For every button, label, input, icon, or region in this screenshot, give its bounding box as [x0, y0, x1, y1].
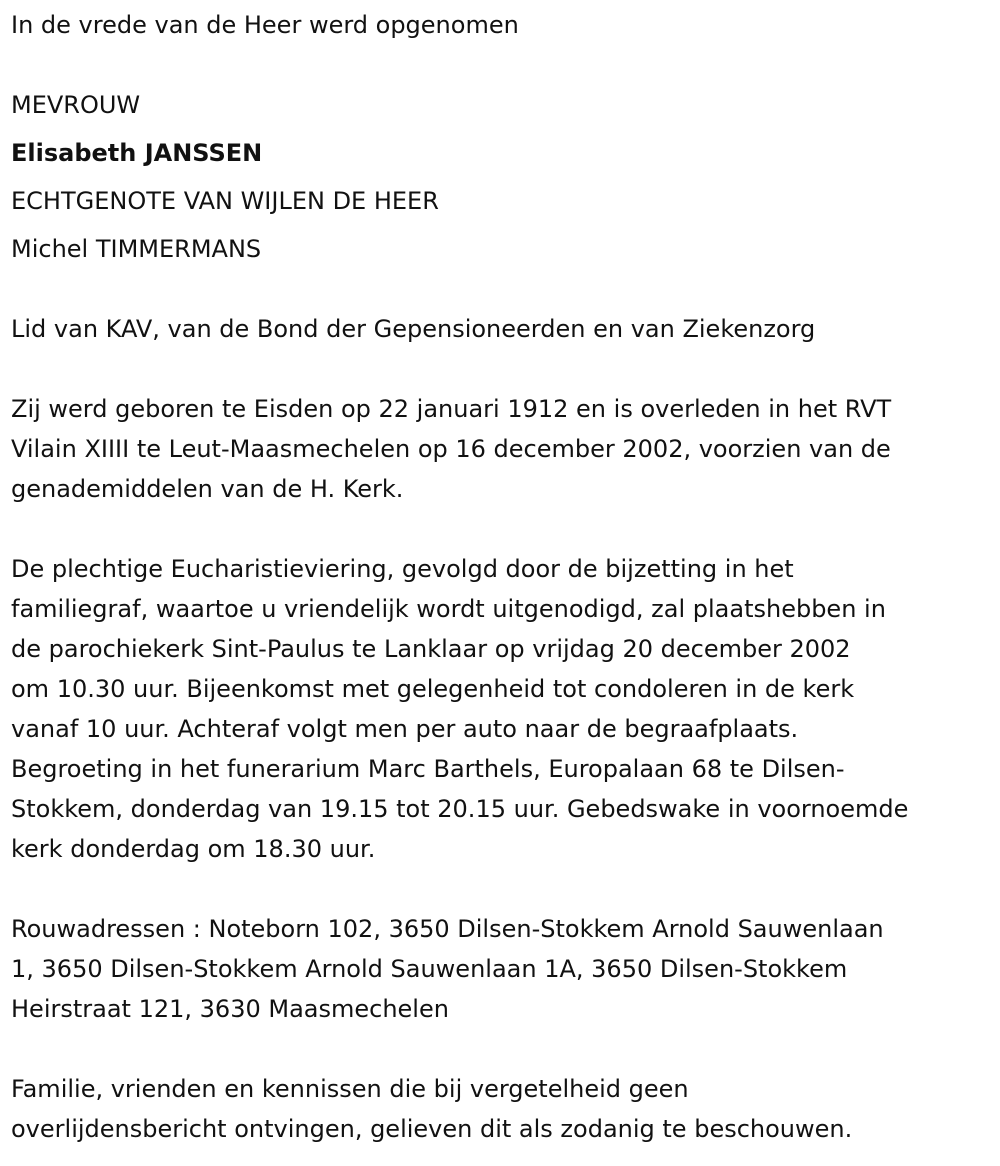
birth-death-line: Vilain XIIII te Leut-Maasmechelen op 16 december 2002, voorzien van de	[11, 435, 891, 463]
intro-line: In de vrede van de Heer werd opgenomen	[11, 11, 519, 39]
ceremony-line: de parochiekerk Sint-Paulus te Lanklaar op vrijdag 20 december 2002	[11, 635, 851, 663]
honorific-title: MEVROUW	[11, 91, 141, 119]
closing-line: Familie, vrienden en kennissen die bij vergetelheid geen	[11, 1075, 689, 1103]
address-line: Heirstraat 121, 3630 Maasmechelen	[11, 995, 449, 1023]
ceremony-line: vanaf 10 uur. Achteraf volgt men per auto naar de begraafplaats.	[11, 715, 799, 743]
deceased-name: Elisabeth JANSSEN	[11, 139, 263, 167]
address-line: 1, 3650 Dilsen-Stokkem Arnold Sauwenlaan 1A, 3650 Dilsen-Stokkem	[11, 955, 848, 983]
closing-line: overlijdensbericht ontvingen, gelieven dit als zodanig te beschouwen.	[11, 1115, 853, 1143]
membership-line: Lid van KAV, van de Bond der Gepensioneerden en van Ziekenzorg	[11, 315, 816, 343]
ceremony-line: kerk donderdag om 18.30 uur.	[11, 835, 376, 863]
ceremony-line: Begroeting in het funerarium Marc Barthels, Europalaan 68 te Dilsen-	[11, 755, 845, 783]
ceremony-line: familiegraf, waartoe u vriendelijk wordt uitgenodigd, zal plaatshebben in	[11, 595, 886, 623]
address-line: Rouwadressen : Noteborn 102, 3650 Dilsen-Stokkem Arnold Sauwenlaan	[11, 915, 884, 943]
ceremony-line: om 10.30 uur. Bijeenkomst met gelegenheid tot condoleren in de kerk	[11, 675, 855, 703]
spouse-name: Michel TIMMERMANS	[11, 235, 262, 263]
spouse-intro: ECHTGENOTE VAN WIJLEN DE HEER	[11, 187, 439, 215]
ceremony-line: Stokkem, donderdag van 19.15 tot 20.15 uur. Gebedswake in voornoemde	[11, 795, 909, 823]
birth-death-line: genademiddelen van de H. Kerk.	[11, 475, 404, 503]
ceremony-line: De plechtige Eucharistieviering, gevolgd door de bijzetting in het	[11, 555, 794, 583]
birth-death-line: Zij werd geboren te Eisden op 22 januari 1912 en is overleden in het RVT	[11, 395, 892, 423]
